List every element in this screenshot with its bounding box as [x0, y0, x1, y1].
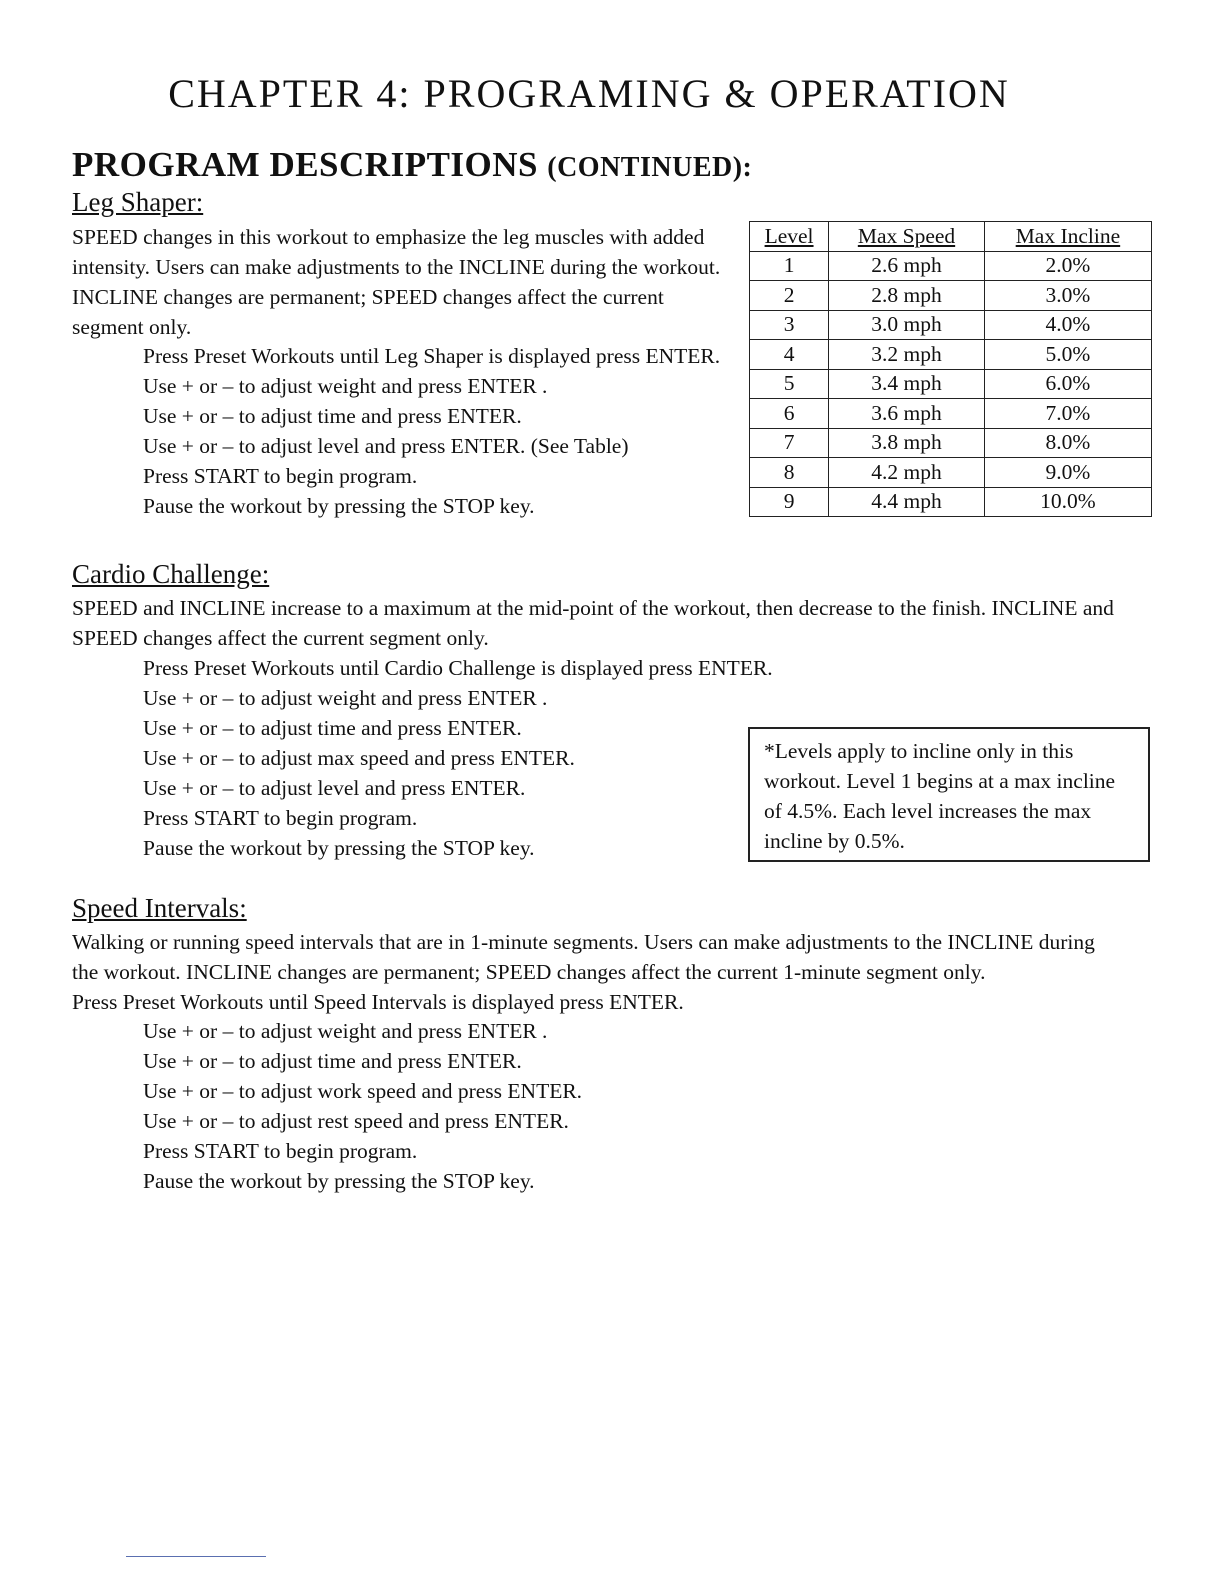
level-cell: 5 — [750, 369, 829, 399]
footer-divider — [126, 1556, 266, 1557]
description-line: SPEED changes affect the current segment only. — [72, 626, 489, 650]
max-speed-cell: 3.6 mph — [829, 399, 985, 429]
description-line: SPEED changes in this workout to emphasize the leg muscles with added — [72, 225, 705, 249]
description-line: intensity. Users can make adjustments to the INCLINE during the workout. — [72, 255, 721, 279]
cardio-challenge-heading: Cardio Challenge: — [72, 559, 270, 589]
note-line: incline by 0.5%. — [764, 829, 905, 853]
table-row — [750, 251, 1152, 281]
table-header-row — [750, 222, 1152, 252]
note-line: *Levels apply to incline only in this — [764, 739, 1074, 763]
step-item: Press Preset Workouts until Cardio Challenge is displayed press ENTER. — [143, 656, 773, 680]
step-item: Press Preset Workouts until Leg Shaper is displayed press ENTER. — [143, 344, 721, 368]
level-cell: 1 — [750, 251, 829, 281]
table-row — [750, 487, 1152, 517]
leg-shaper-level-table — [749, 221, 1152, 517]
description-line: the workout. INCLINE changes are permanent; SPEED changes affect the current 1-minute segment only. — [72, 960, 986, 984]
table-row — [750, 369, 1152, 399]
step-item: Pause the workout by pressing the STOP key. — [143, 1169, 535, 1193]
level-cell: 8 — [750, 458, 829, 488]
cardio-challenge-steps — [143, 653, 773, 863]
section-title-main: PROGRAM DESCRIPTIONS — [72, 145, 539, 184]
column-header-max-incline: Max Incline — [984, 222, 1151, 252]
max-incline-cell: 7.0% — [984, 399, 1151, 429]
table-row — [750, 458, 1152, 488]
description-line: segment only. — [72, 315, 192, 339]
step-item: Use + or – to adjust level and press ENTER. — [143, 776, 526, 800]
speed-intervals-description — [72, 927, 1095, 1017]
max-incline-cell: 2.0% — [984, 251, 1151, 281]
step-item: Press START to begin program. — [143, 806, 418, 830]
max-incline-cell: 8.0% — [984, 428, 1151, 458]
step-item: Press START to begin program. — [143, 1139, 418, 1163]
max-speed-cell: 3.4 mph — [829, 369, 985, 399]
column-header-max-speed: Max Speed — [829, 222, 985, 252]
max-incline-cell: 4.0% — [984, 310, 1151, 340]
note-line: workout. Level 1 begins at a max incline — [764, 769, 1116, 793]
note-line: of 4.5%. Each level increases the max — [764, 799, 1092, 823]
level-cell: 3 — [750, 310, 829, 340]
level-cell: 6 — [750, 399, 829, 429]
table-row — [750, 340, 1152, 370]
step-item: Use + or – to adjust time and press ENTER. — [143, 1049, 522, 1073]
max-incline-cell: 3.0% — [984, 281, 1151, 311]
description-line: SPEED and INCLINE increase to a maximum at the mid-point of the workout, then decrease to the finish. INCLINE and — [72, 596, 1114, 620]
table-row — [750, 399, 1152, 429]
step-item: Use + or – to adjust weight and press ENTER . — [143, 374, 548, 398]
cardio-challenge-description — [72, 593, 1114, 653]
table-row — [750, 428, 1152, 458]
step-item: Use + or – to adjust level and press ENTER. (See Table) — [143, 434, 629, 458]
step-item: Use + or – to adjust time and press ENTER. — [143, 404, 522, 428]
leg-shaper-description — [72, 222, 720, 342]
level-cell: 7 — [750, 428, 829, 458]
step-item: Press START to begin program. — [143, 464, 418, 488]
max-speed-cell: 3.2 mph — [829, 340, 985, 370]
step-item: Pause the workout by pressing the STOP key. — [143, 494, 535, 518]
max-incline-cell: 5.0% — [984, 340, 1151, 370]
table-row — [750, 310, 1152, 340]
max-incline-cell: 9.0% — [984, 458, 1151, 488]
section-title-suffix: (CONTINUED): — [547, 152, 753, 183]
table-row — [750, 281, 1152, 311]
description-line: Walking or running speed intervals that are in 1-minute segments. Users can make adjustments to the INCLINE during — [72, 930, 1095, 954]
step-item: Use + or – to adjust max speed and press ENTER. — [143, 746, 575, 770]
max-speed-cell: 2.6 mph — [829, 251, 985, 281]
speed-intervals-steps — [143, 1016, 582, 1196]
max-speed-cell: 3.8 mph — [829, 428, 985, 458]
step-item: Use + or – to adjust weight and press ENTER . — [143, 1019, 548, 1043]
step-item: Pause the workout by pressing the STOP key. — [143, 836, 535, 860]
level-cell: 4 — [750, 340, 829, 370]
levels-note-box — [748, 727, 1150, 862]
max-speed-cell: 4.2 mph — [829, 458, 985, 488]
step-item: Use + or – to adjust weight and press ENTER . — [143, 686, 548, 710]
leg-shaper-heading: Leg Shaper: — [72, 187, 204, 217]
max-incline-cell: 10.0% — [984, 487, 1151, 517]
description-line: Press Preset Workouts until Speed Intervals is displayed press ENTER. — [72, 990, 684, 1014]
leg-shaper-steps — [143, 341, 720, 521]
section-title — [72, 144, 752, 186]
speed-intervals-heading: Speed Intervals: — [72, 893, 247, 923]
level-cell: 2 — [750, 281, 829, 311]
step-item: Use + or – to adjust time and press ENTER. — [143, 716, 522, 740]
step-item: Use + or – to adjust rest speed and press ENTER. — [143, 1109, 569, 1133]
max-speed-cell: 2.8 mph — [829, 281, 985, 311]
level-cell: 9 — [750, 487, 829, 517]
max-speed-cell: 3.0 mph — [829, 310, 985, 340]
chapter-title: CHAPTER 4: PROGRAMING & OPERATION — [168, 71, 1010, 116]
description-line: INCLINE changes are permanent; SPEED changes affect the current — [72, 285, 664, 309]
max-incline-cell: 6.0% — [984, 369, 1151, 399]
column-header-level: Level — [750, 222, 829, 252]
max-speed-cell: 4.4 mph — [829, 487, 985, 517]
step-item: Use + or – to adjust work speed and press ENTER. — [143, 1079, 583, 1103]
